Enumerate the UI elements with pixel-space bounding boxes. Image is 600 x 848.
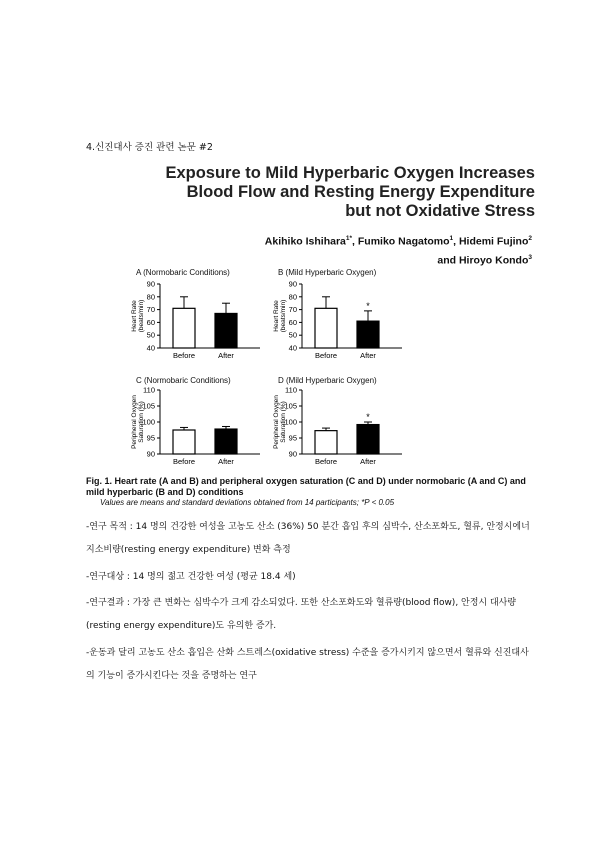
- y-tick-label: 105: [284, 401, 297, 411]
- title-line: but not Oxidative Stress: [345, 202, 535, 220]
- paragraph-subjects: -연구대상 : 14 명의 젊고 건강한 여성 (평균 18.4 세): [86, 572, 296, 582]
- author-name: Hiroyo Kondo: [458, 254, 529, 266]
- x-category-label: Before: [314, 457, 338, 466]
- paragraph-results: -연구결과 : 가장 큰 변화는 심박수가 크게 감소되었다. 또한 산소포화도와 혈류량(blood flow), 안정시 대사량(resting energy expenditure)도 유의한 증가.: [86, 598, 517, 631]
- y-tick-label: 50: [288, 330, 297, 340]
- chart-panel-c: [130, 386, 270, 471]
- author-name: Hidemi Fujino: [458, 235, 529, 248]
- bar: [173, 430, 195, 454]
- panel-d-title: D (Mild Hyperbaric Oxygen): [278, 376, 377, 385]
- y-tick-label: 80: [288, 292, 297, 302]
- y-tick-label: 100: [284, 417, 297, 427]
- x-category-label: Before: [314, 351, 338, 360]
- author-name: Fumiko Nagatomo: [357, 235, 450, 248]
- paragraph-conclusion: -운동과 달리 고농도 산소 흡입은 산화 스트레스(oxidative stress) 수준을 증가시키지 않으면서 혈류와 신진대사의 기능이 증가시킨다는 것을 증명하는 연구: [86, 648, 529, 681]
- author-affiliation: 1: [449, 235, 454, 242]
- y-axis-label: Peripheral Oxygen: [131, 395, 138, 449]
- author-name: Akihiko Ishihara: [264, 235, 346, 248]
- y-axis-label: Heart Rate: [131, 300, 138, 332]
- bar: [173, 308, 195, 348]
- chart-panel-b: [272, 280, 412, 365]
- y-tick-label: 90: [288, 279, 297, 289]
- bar: [215, 313, 237, 348]
- y-axis-label: Peripheral Oxygen: [273, 395, 280, 449]
- x-category-label: Before: [172, 351, 196, 360]
- bar: [357, 425, 379, 454]
- x-category-label: After: [360, 351, 376, 360]
- author-conjunction: and: [437, 254, 459, 266]
- panel-b-title: B (Mild Hyperbaric Oxygen): [278, 268, 377, 277]
- y-tick-label: 40: [288, 343, 297, 353]
- panel-c-title: C (Normobaric Conditions): [136, 376, 231, 385]
- y-axis-label: Saturation (%): [280, 401, 287, 443]
- y-tick-label: 90: [146, 279, 155, 289]
- y-tick-label: 110: [285, 385, 297, 395]
- title-line: Blood Flow and Resting Energy Expenditure: [186, 183, 535, 201]
- y-tick-label: 100: [142, 417, 155, 427]
- author-affiliation: 3: [528, 253, 532, 261]
- x-category-label: After: [218, 457, 234, 466]
- panel-a-title: A (Normobaric Conditions): [136, 268, 230, 277]
- author-affiliation: 2: [528, 235, 532, 242]
- authors-line-2: [180, 250, 532, 269]
- x-category-label: After: [218, 351, 234, 360]
- author-affiliation: 1*: [345, 235, 353, 242]
- figure-caption-note: Values are means and standard deviations obtained from 14 participants; *P < 0.05: [100, 498, 395, 507]
- chart-panel-a: [130, 280, 270, 365]
- paper-title: [60, 164, 535, 221]
- x-category-label: Before: [172, 457, 196, 466]
- y-tick-label: 90: [288, 449, 297, 459]
- authors-line-1: Akihiko Ishihara$^{1*}$, Fumiko Nagatomo$^1$, Hidemi Fujino$^2$: [264, 235, 532, 248]
- y-axis-label: (beats/min): [280, 299, 287, 333]
- y-tick-label: 95: [288, 433, 297, 443]
- title-line: Exposure to Mild Hyperbaric Oxygen Increases: [165, 164, 535, 182]
- paragraph-purpose: -연구 목적 : 14 명의 건강한 여성을 고농도 산소 (36%) 50 분간 흡입 후의 심박수, 산소포화도, 혈류, 안정시에너지소비량(resting energy expenditure) 변화 측정: [86, 522, 530, 555]
- y-tick-label: 80: [146, 292, 155, 302]
- bar: [315, 431, 337, 454]
- y-tick-label: 105: [142, 401, 155, 411]
- significance-marker: *: [366, 412, 370, 422]
- y-tick-label: 50: [146, 330, 155, 340]
- y-axis-label: Heart Rate: [273, 300, 280, 332]
- y-tick-label: 60: [288, 317, 297, 327]
- bar: [215, 429, 237, 454]
- y-tick-label: 70: [288, 305, 297, 315]
- figure-caption: Fig. 1. Heart rate (A and B) and peripheral oxygen saturation (C and D) under normobaric (A and C) and mild hyperbaric (B and D) conditions: [86, 476, 526, 497]
- significance-marker: *: [366, 300, 370, 311]
- y-tick-label: 95: [146, 433, 155, 443]
- bar: [357, 321, 379, 348]
- x-category-label: After: [360, 457, 376, 466]
- y-tick-label: 70: [146, 305, 155, 315]
- y-axis-label: (beats/min): [138, 299, 145, 333]
- y-tick-label: 110: [143, 385, 155, 395]
- bar: [315, 308, 337, 348]
- section-heading: 4.신진대사 증진 관련 논문 #2: [86, 142, 213, 153]
- y-axis-label: Saturation (%): [138, 401, 145, 443]
- chart-panel-d: [272, 386, 412, 471]
- paper-authors: [180, 231, 532, 268]
- y-tick-label: 90: [146, 449, 155, 459]
- y-tick-label: 60: [146, 317, 155, 327]
- y-tick-label: 40: [146, 343, 155, 353]
